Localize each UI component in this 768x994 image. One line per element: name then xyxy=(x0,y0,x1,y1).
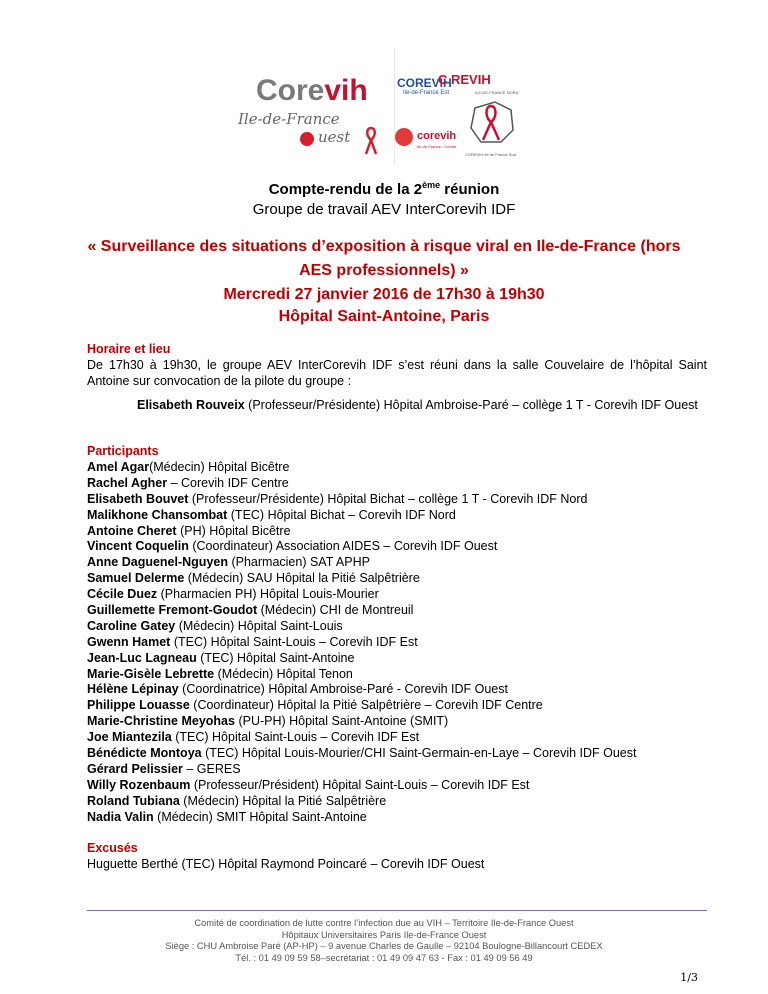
participant-role: (TEC) Hôpital Saint-Louis – Corevih IDF Est xyxy=(171,730,420,745)
participant-row xyxy=(87,745,707,761)
participant-row xyxy=(87,618,707,634)
meeting-place: Hôpital Saint-Antoine, Paris xyxy=(278,308,490,325)
participant-name: Antoine Cheret xyxy=(87,523,177,538)
pilote-line: Elisabeth Rouveix (Professeur/Présidente) Hôpital Ambroise-Paré – collège 1 T - Corevih IDF Ouest xyxy=(137,398,698,412)
participant-row xyxy=(87,777,707,793)
participant-row xyxy=(87,681,707,697)
participant-name: Jean-Luc Lagneau xyxy=(87,650,197,665)
participant-row xyxy=(87,570,707,586)
participant-name: Bénédicte Montoya xyxy=(87,746,202,761)
participant-name: Guillemette Fremont-Goudot xyxy=(87,603,258,618)
participant-role: (Professeur/Président) Hôpital Saint-Louis – Corevih IDF Est xyxy=(190,777,530,792)
participant-row xyxy=(87,507,707,523)
meeting-date: Mercredi 27 janvier 2016 de 17h30 à 19h30 xyxy=(223,286,545,303)
logo-region: Ile-de-France xyxy=(238,110,340,128)
participant-row xyxy=(87,459,707,475)
participant-row xyxy=(87,713,707,729)
participant-row xyxy=(87,586,707,602)
participant-role: (Coordinatrice) Hôpital Ambroise-Paré - Corevih IDF Ouest xyxy=(178,682,508,697)
participant-row xyxy=(87,523,707,539)
participant-name: Willy Rozenbaum xyxy=(87,777,191,792)
participant-role: (TEC) Hôpital Bichat – Corevih IDF Nord xyxy=(227,507,456,522)
footer-line-1: Comité de coordination de lutte contre l’infection due au VIH – Territoire Ile-de-France Ouest xyxy=(194,918,574,928)
participant-role: (TEC) Hôpital Saint-Louis – Corevih IDF Est xyxy=(170,634,418,649)
participant-role: (Médecin) SAU Hôpital la Pitié Salpêtrière xyxy=(184,571,420,586)
corevih-ouest-logo xyxy=(234,74,394,162)
participant-row xyxy=(87,650,707,666)
corevih-nord-logo: C REVIH xyxy=(438,72,491,87)
participant-name: Cécile Duez xyxy=(87,587,158,602)
participant-name: Rachel Agher xyxy=(87,475,168,490)
participant-name: Gérard Pelissier xyxy=(87,761,183,776)
participant-name: Marie-Gisèle Lebrette xyxy=(87,666,215,681)
participant-name: Vincent Coquelin xyxy=(87,539,189,554)
participant-role: (Médecin) Hôpital la Pitié Salpêtrière xyxy=(179,793,387,808)
logo-name: Corevih xyxy=(256,74,368,107)
participant-name: Roland Tubiana xyxy=(87,793,180,808)
participant-role: (TEC) Hôpital Louis-Mourier/CHI Saint-Germain-en-Laye – Corevih IDF Ouest xyxy=(201,746,637,761)
corevih-centre-circle-icon xyxy=(395,128,413,146)
partner-logos: COREVIH Ile-de-France Est C REVIH ILE-DE-FRANCE NORD corevih Ile-de-France - Centre COREVIH Ile de France Sud xyxy=(394,48,537,166)
participant-role: – GERES xyxy=(182,761,241,776)
participant-name: Nadia Valin xyxy=(87,809,154,824)
participant-name: Malikhone Chansombat xyxy=(87,507,228,522)
participant-role: (PH) Hôpital Bicêtre xyxy=(176,523,291,538)
participant-name: Samuel Delerme xyxy=(87,571,185,586)
topic-title-2: AES professionnels) » xyxy=(299,262,469,279)
participant-name: Hélène Lépinay xyxy=(87,682,179,697)
participant-role: (Coordinateur) Association AIDES – Corevih IDF Ouest xyxy=(188,539,498,554)
participant-role: (PU-PH) Hôpital Saint-Antoine (SMIT) xyxy=(234,714,449,729)
section-heading-participants: Participants xyxy=(87,444,159,458)
logo-ouest: uest xyxy=(318,128,351,146)
participant-name: Amel Agar xyxy=(87,460,150,474)
participant-row xyxy=(87,761,707,777)
horaire-paragraph: De 17h30 à 19h30, le groupe AEV InterCorevih IDF s’est réuni dans la salle Couvelaire de l’hôpital Saint Antoine sur convocation de la pilote du groupe : xyxy=(87,358,707,388)
topic-title-1: « Surveillance des situations d’exposition à risque viral en Ile-de-France (hors xyxy=(87,238,681,255)
footer-line-3: Siège : CHU Ambroise Paré (AP-HP) – 9 avenue Charles de Gaulle – 92104 Boulogne-Billancourt CEDEX xyxy=(165,941,603,951)
participant-name: Elisabeth Bouvet xyxy=(87,491,189,506)
participant-role: (Médecin) Hôpital Saint-Louis xyxy=(175,618,343,633)
participant-row xyxy=(87,475,707,491)
group-subtitle: Groupe de travail AEV InterCorevih IDF xyxy=(252,201,516,218)
excuses-text: Huguette Berthé (TEC) Hôpital Raymond Poincaré – Corevih IDF Ouest xyxy=(87,857,485,871)
participant-role: (Pharmacien) SAT APHP xyxy=(228,555,370,570)
participant-name: Anne Daguenel-Nguyen xyxy=(87,555,228,570)
participant-row xyxy=(87,634,707,650)
participant-row xyxy=(87,554,707,570)
participant-role: (Professeur/Présidente) Hôpital Bichat – collège 1 T - Corevih IDF Nord xyxy=(188,491,588,506)
participant-row xyxy=(87,729,707,745)
corevih-est-logo: COREVIH xyxy=(397,76,452,90)
participant-name: Marie-Christine Meyohas xyxy=(87,714,235,729)
participant-role: (Coordinateur) Hôpital la Pitié Salpêtrière – Corevih IDF Centre xyxy=(189,698,543,713)
participant-name: Joe Miantezila xyxy=(87,730,172,745)
participant-row xyxy=(87,538,707,554)
participant-role: – Corevih IDF Centre xyxy=(167,475,289,490)
report-title: Compte-rendu de la 2ème réunion xyxy=(268,180,500,198)
participant-role: (Pharmacien PH) Hôpital Louis-Mourier xyxy=(157,587,379,602)
participant-name: Gwenn Hamet xyxy=(87,634,171,649)
footer xyxy=(40,918,728,964)
participant-role: (Médecin) Hôpital Bicêtre xyxy=(149,460,290,474)
page-number: 1/3 xyxy=(680,971,698,984)
participant-row xyxy=(87,809,707,825)
participants-list xyxy=(87,459,707,824)
participant-row xyxy=(87,793,707,809)
footer-rule xyxy=(87,910,707,911)
footer-line-4: Tél. : 01 49 09 59 58–secrétariat : 01 49 09 47 63 - Fax : 01 49 09 56 49 xyxy=(235,952,533,963)
participant-row xyxy=(87,491,707,507)
corevih-centre-logo: corevih xyxy=(417,130,457,142)
red-dot-icon xyxy=(300,132,314,146)
idf-map-icon xyxy=(465,96,517,148)
section-heading-excuses: Excusés xyxy=(87,841,138,855)
participant-row xyxy=(87,602,707,618)
participant-name: Caroline Gatey xyxy=(87,618,176,633)
participant-name: Philippe Louasse xyxy=(87,698,190,713)
participant-role: (TEC) Hôpital Saint-Antoine xyxy=(196,650,355,665)
participant-role: (Médecin) CHI de Montreuil xyxy=(257,603,414,618)
section-heading-horaire: Horaire et lieu xyxy=(87,342,171,356)
red-ribbon-icon xyxy=(364,126,378,156)
footer-line-2: Hôpitaux Universitaires Paris Ile-de-France Ouest xyxy=(281,929,487,940)
participant-role: (Médecin) SMIT Hôpital Saint-Antoine xyxy=(153,809,367,824)
participant-role: (Médecin) Hôpital Tenon xyxy=(214,666,353,681)
participant-row xyxy=(87,697,707,713)
participant-row xyxy=(87,666,707,682)
